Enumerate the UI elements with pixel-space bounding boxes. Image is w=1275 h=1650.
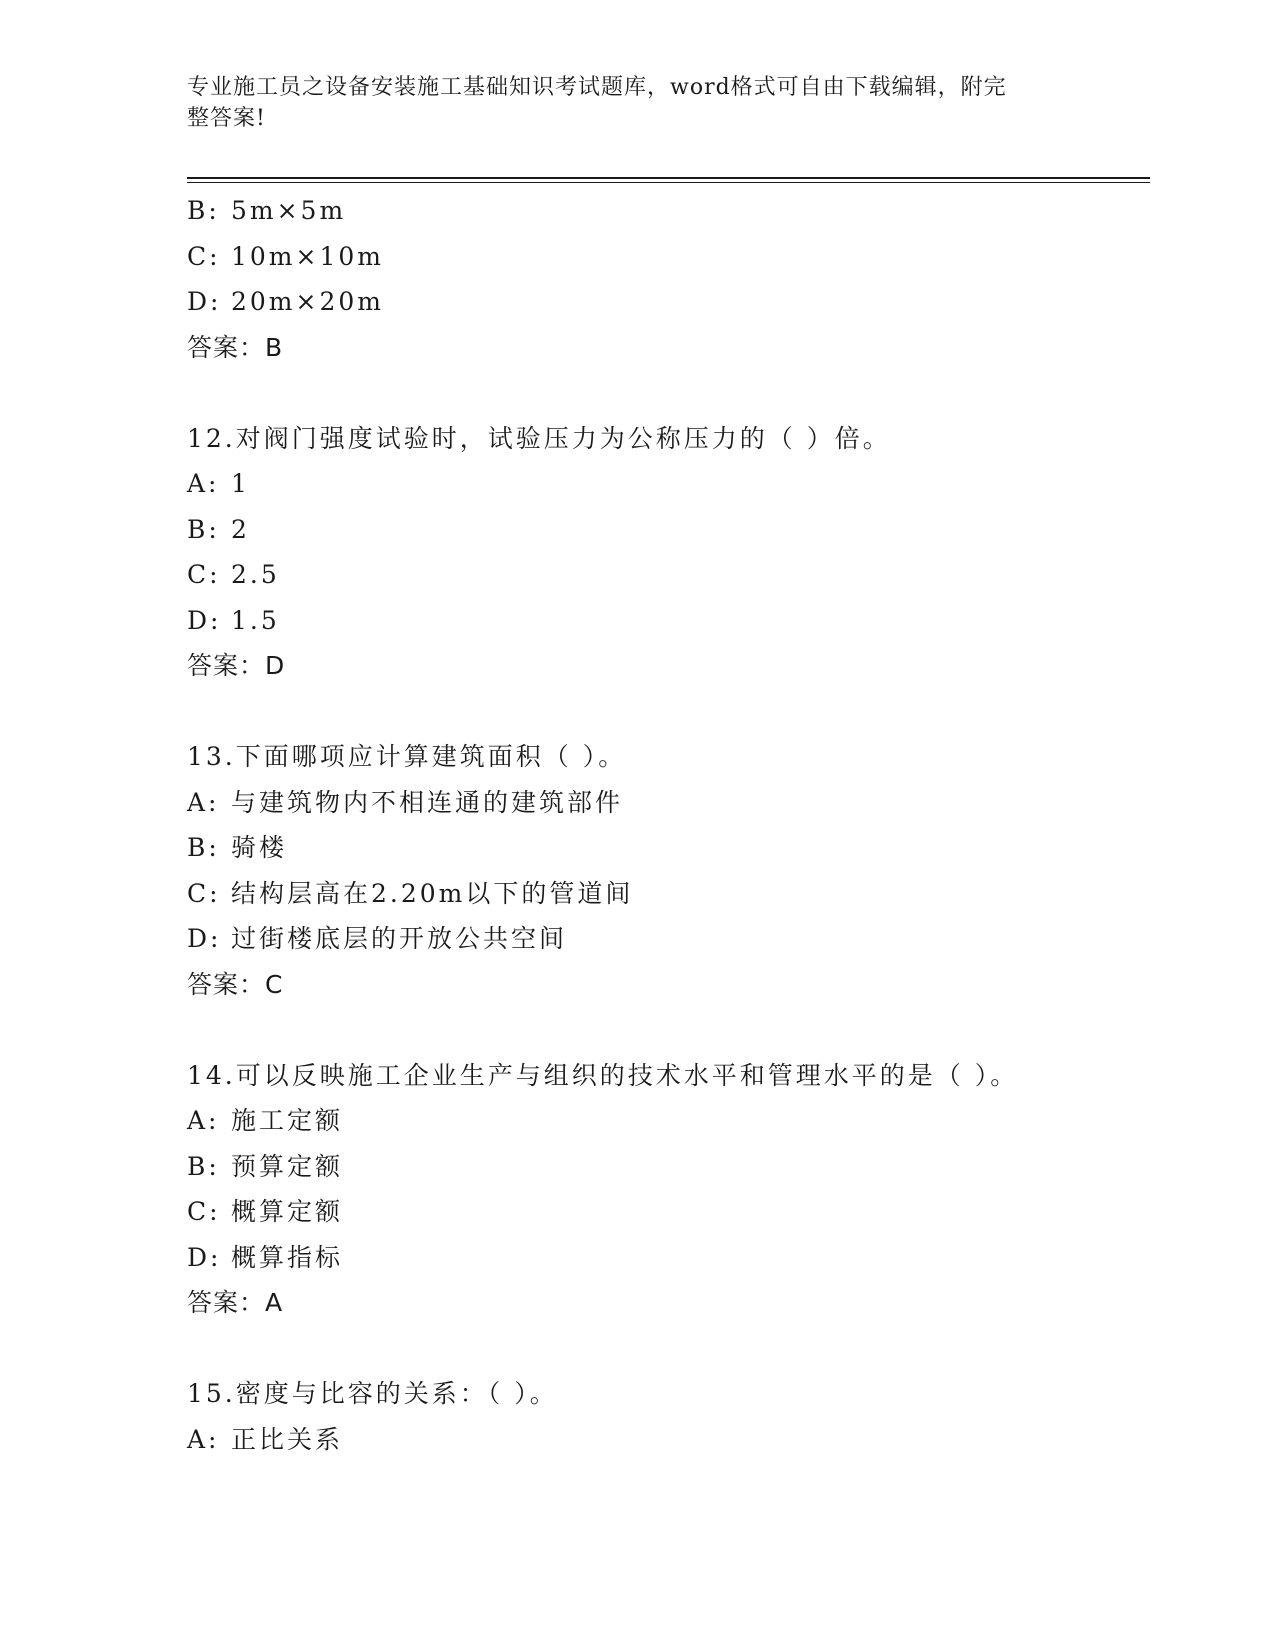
option-row	[187, 461, 1147, 507]
option-letter: B:	[187, 833, 220, 862]
option-row	[187, 825, 1147, 871]
answer-text: 答案：A	[187, 1288, 284, 1317]
option-letter: C:	[187, 1197, 221, 1226]
option-letter: A:	[187, 1424, 220, 1454]
option-text: 20m×20m	[231, 287, 384, 316]
option-text: 1	[231, 469, 250, 498]
document-header	[187, 72, 1067, 134]
option-row	[187, 1098, 1147, 1144]
option-text: 结构层高在2.20m以下的管道间	[231, 878, 634, 908]
answer-text: 答案：B	[187, 332, 284, 362]
option-text: 5m×5m	[231, 196, 347, 225]
option-text: 概算定额	[231, 1197, 344, 1226]
option-letter: A:	[187, 469, 220, 498]
option-row	[187, 1417, 1147, 1463]
question-block	[187, 1053, 1147, 1372]
option-letter: D:	[187, 1242, 222, 1272]
answer-text: 答案：D	[187, 651, 286, 680]
option-text: 与建筑物内不相连通的建筑部件	[231, 787, 624, 817]
option-letter: D:	[187, 287, 222, 316]
option-row	[187, 871, 1147, 917]
header-line-1: 专业施工员之设备安装施工基础知识考试题库，word格式可自由下载编辑，附完	[187, 75, 1007, 100]
question-text: 12.对阀门强度试验时，试验压力为公称压力的（ ）倍。	[187, 423, 891, 453]
option-row	[187, 188, 1147, 234]
question-block	[187, 188, 1147, 416]
option-letter: D:	[187, 605, 222, 635]
option-letter: C:	[187, 878, 221, 908]
block-spacer	[187, 689, 1147, 735]
option-text: 2	[231, 514, 250, 544]
option-text: 1.5	[231, 605, 280, 635]
option-letter: B:	[187, 514, 220, 544]
option-row	[187, 780, 1147, 826]
question-block	[187, 734, 1147, 1053]
option-letter: D:	[187, 924, 222, 953]
block-spacer	[187, 1326, 1147, 1372]
question-block	[187, 416, 1147, 735]
option-row	[187, 1144, 1147, 1190]
option-text: 10m×10m	[231, 241, 384, 271]
header-rule-thin	[187, 182, 1150, 183]
option-row	[187, 234, 1147, 280]
option-text: 概算指标	[231, 1242, 344, 1272]
block-spacer	[187, 1007, 1147, 1053]
option-row	[187, 1189, 1147, 1235]
option-text: 预算定额	[231, 1151, 344, 1181]
option-row	[187, 1235, 1147, 1281]
option-row	[187, 598, 1147, 644]
question-text: 13.下面哪项应计算建筑面积（ ）。	[187, 742, 627, 771]
block-spacer	[187, 370, 1147, 416]
option-row	[187, 279, 1147, 325]
option-text: 骑楼	[231, 833, 288, 862]
option-letter: A:	[187, 1106, 220, 1135]
question-text: 14.可以反映施工企业生产与组织的技术水平和管理水平的是（ ）。	[187, 1060, 1019, 1090]
option-row	[187, 507, 1147, 553]
option-letter: B:	[187, 196, 220, 225]
option-row	[187, 916, 1147, 962]
option-letter: B:	[187, 1151, 220, 1181]
header-line-2: 整答案!	[187, 106, 266, 131]
option-text: 施工定额	[231, 1106, 344, 1135]
option-letter: C:	[187, 560, 221, 589]
question-block	[187, 1371, 1147, 1462]
option-text: 过街楼底层的开放公共空间	[231, 924, 568, 953]
header-rule-thick	[187, 177, 1150, 179]
option-letter: A:	[187, 787, 220, 817]
option-text: 正比关系	[231, 1424, 344, 1454]
option-letter: C:	[187, 241, 221, 271]
option-text: 2.5	[231, 560, 280, 589]
option-row	[187, 552, 1147, 598]
question-text: 15.密度与比容的关系：（ ）。	[187, 1379, 558, 1408]
question-list	[187, 188, 1147, 1462]
answer-text: 答案：C	[187, 969, 284, 999]
